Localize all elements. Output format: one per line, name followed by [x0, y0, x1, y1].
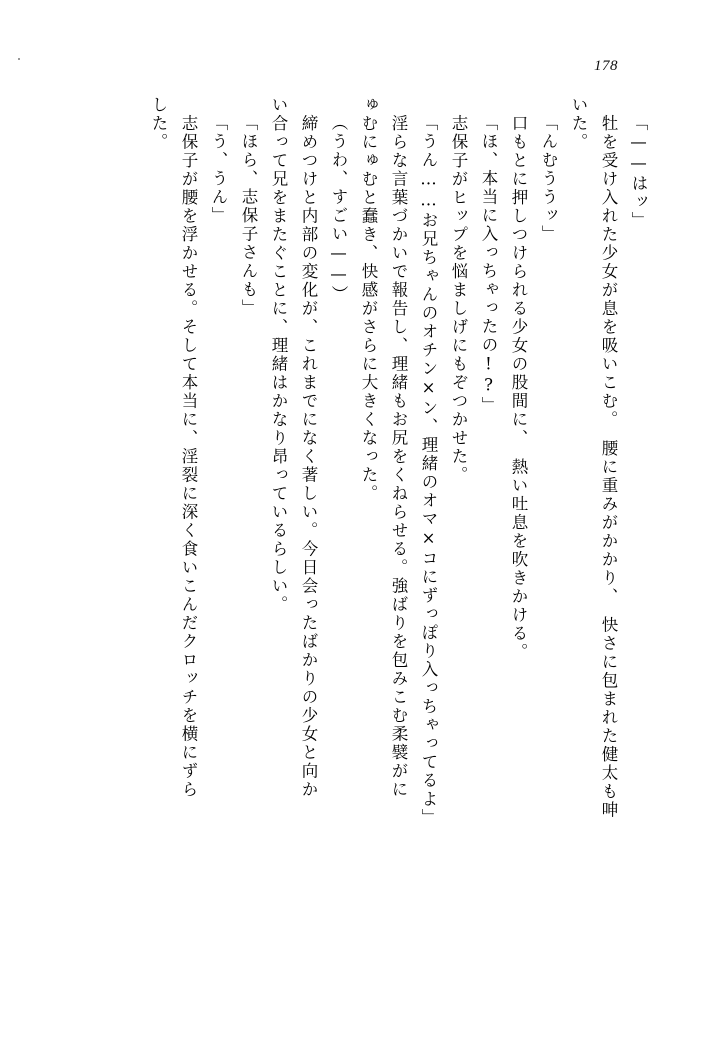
text-line: 締めつけと内部の変化が、これまでになく著しい。今日会ったばかりの少女と向か	[299, 96, 318, 799]
text-line: 淫らな言葉づかいで報告し、理緒もお尻をくねらせる。強ばりを包みこむ柔襞がに	[389, 96, 408, 799]
text-line: した。	[149, 96, 168, 152]
text-line: 「うん……お兄ちゃんのオチン×ン、理緒のオマ×コにずっぽり入っちゃってるよ」	[419, 114, 438, 827]
text-line: 「う、うん」	[209, 114, 228, 225]
text-line: 口もとに押しつけられる少女の股間に、 熱い吐息を吹きかける。	[509, 96, 528, 662]
text-line: 志保子が腰を浮かせる。そして本当に、淫裂に深く食いこんだクロッチを横にずら	[179, 96, 198, 799]
text-line: 「ほら、志保子さんも」	[239, 114, 258, 318]
text-line: い合って兄をまたぐことに、理緒はかなり昂っているらしい。	[269, 96, 288, 614]
text-line: （うわ、すごい——）	[329, 114, 348, 304]
text-line: 志保子がヒップを悩ましげにもぞつかせた。	[449, 96, 468, 485]
text-line: 「ほ、本当に入っちゃったの!?」	[479, 114, 498, 415]
text-line: 「んむううッ」	[539, 114, 558, 244]
text-line: いた。	[569, 96, 588, 152]
text-line: 「——はッ」	[629, 114, 648, 230]
page-number: 178	[594, 58, 618, 74]
text-line: 牡を受け入れた少女が息を吸いこむ。 腰に重みがかかり、 快さに包まれた健太も呻	[599, 96, 618, 820]
vertical-text-block	[62, 96, 646, 976]
page-speck	[18, 58, 20, 60]
text-line: ゅむにゅむと蠢き、快感がさらに大きくなった。	[359, 96, 378, 503]
